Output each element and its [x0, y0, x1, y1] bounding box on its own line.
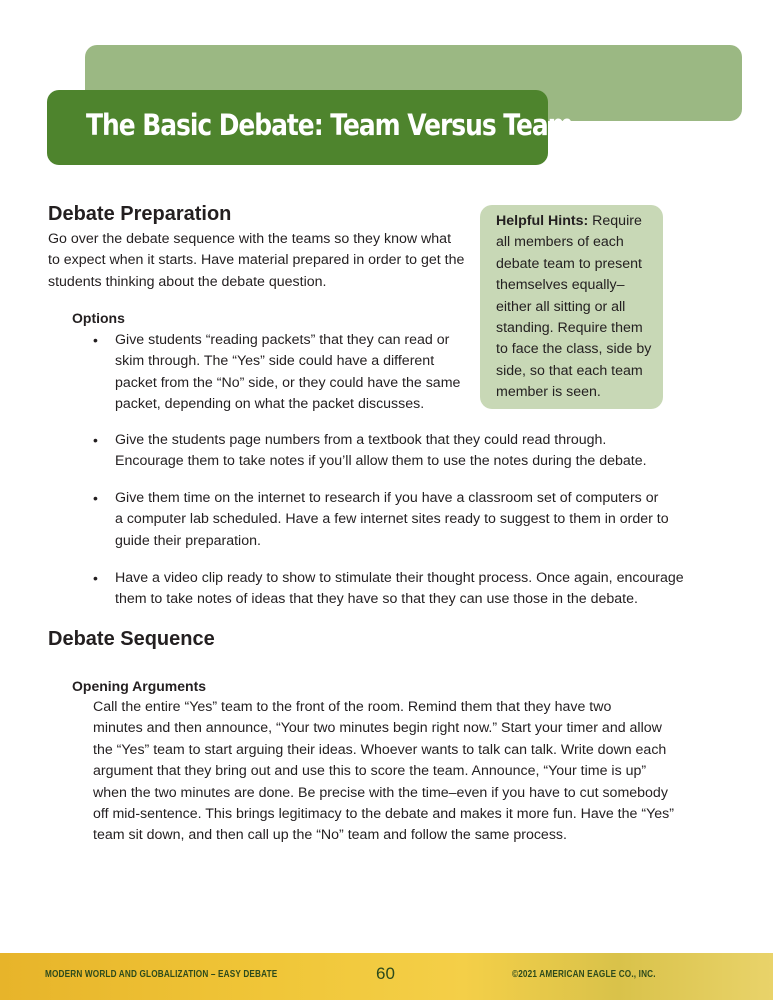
text-line: Have a video clip ready to show to stimulate their thought process. Once again, encourage — [115, 570, 684, 586]
text-line: packet from the “No” side, or they could have the same — [115, 374, 461, 391]
text-line: Encourage them to take notes if you’ll allow them to use the notes during the debate. — [115, 453, 647, 470]
list-item — [115, 430, 647, 473]
sequence-heading: Debate Sequence — [48, 628, 215, 650]
text-line: packet, depending on what the packet discusses. — [115, 396, 425, 413]
text-line: skim through. The “Yes” side could have a different — [115, 353, 435, 370]
opening-arguments-label: Opening Arguments — [72, 678, 207, 694]
bullet-icon: • — [93, 432, 98, 448]
helpful-hints-box — [480, 205, 663, 409]
hint-label: Helpful Hints: — [496, 213, 589, 229]
text-line: a computer lab scheduled. Have a few internet sites ready to suggest to them in order to — [115, 511, 669, 528]
list-item — [115, 330, 460, 416]
text-line: to expect when it starts. Have material prepared in order to get the — [48, 252, 465, 269]
page-title: The Basic Debate: Team Versus Team — [86, 108, 573, 142]
page-footer — [0, 953, 773, 1000]
text-line: when the two minutes are done. Be precise with the time–even if you have to cut somebody — [93, 784, 668, 801]
text-line: argument that they bring out and use this to score the team. Announce, “Your time is up” — [93, 763, 647, 780]
text-line: students thinking about the debate question. — [48, 273, 327, 290]
list-item — [115, 568, 684, 611]
text-line: all members of each — [496, 234, 624, 251]
text-line: side, so that each team — [496, 362, 643, 379]
text-line: standing. Require them — [496, 320, 643, 337]
text-line: Give the students page numbers from a textbook that they could read through. — [115, 432, 607, 448]
opening-arguments-text — [93, 697, 674, 847]
text-line: Give students “reading packets” that they can read or — [115, 332, 450, 348]
preparation-intro — [48, 229, 464, 293]
text-line: Give them time on the internet to research if you have a classroom set of computers or — [115, 490, 659, 506]
page-number: 60 — [376, 964, 395, 983]
text-line: debate team to present — [496, 255, 642, 272]
text-line: either all sitting or all — [496, 298, 626, 315]
text-line: off mid-sentence. This brings legitimacy to the debate and makes it more fun. Have the “Yes” — [93, 806, 674, 823]
text-line: Call the entire “Yes” team to the front of the room. Remind them that they have two — [93, 699, 612, 715]
text-line: them to take notes of ideas that they have so that they can use those in the debate. — [115, 591, 638, 608]
text-line: to face the class, side by — [496, 341, 652, 358]
footer-copyright: ©2021 AMERICAN EAGLE CO., INC. — [512, 969, 656, 980]
text-line: themselves equally– — [496, 277, 625, 294]
text-line: team sit down, and then call up the “No” team and follow the same process. — [93, 827, 567, 844]
text-line: minutes and then announce, “Your two minutes begin right now.” Start your timer and allow — [93, 720, 662, 737]
text-line: the “Yes” team to start arguing their ideas. Whoever wants to talk can talk. Write down each — [93, 741, 667, 758]
text-line: Go over the debate sequence with the teams so they know what — [48, 231, 452, 247]
bullet-icon: • — [93, 490, 98, 506]
text-line: Require — [588, 213, 642, 229]
text-line: member is seen. — [496, 384, 601, 401]
bullet-icon: • — [93, 332, 98, 348]
options-label: Options — [72, 310, 125, 326]
list-item — [115, 488, 669, 552]
preparation-heading: Debate Preparation — [48, 203, 232, 225]
footer-book-title: MODERN WORLD AND GLOBALIZATION – EASY DEBATE — [45, 969, 278, 980]
bullet-icon: • — [93, 570, 98, 586]
text-line: guide their preparation. — [115, 532, 261, 549]
